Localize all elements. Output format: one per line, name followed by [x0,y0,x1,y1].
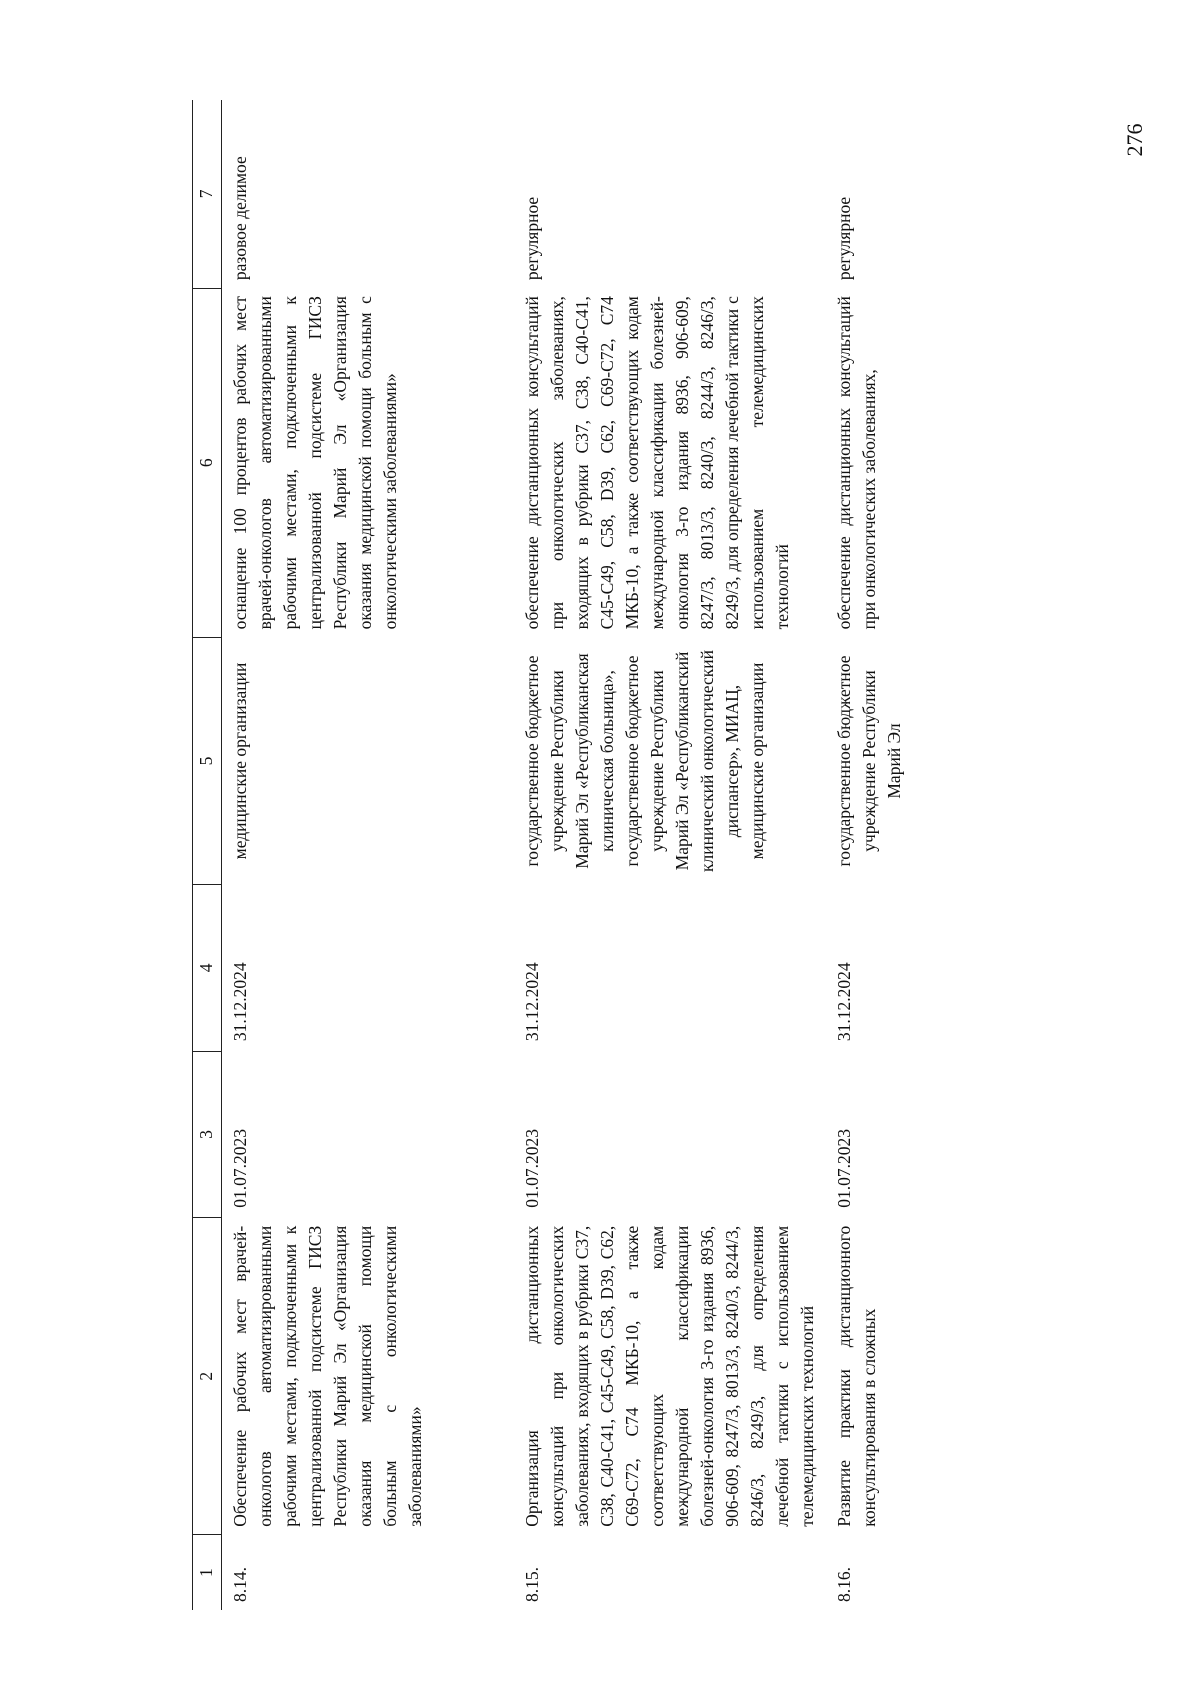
plan-table [192,100,988,1610]
responsible-org: медицинские организации [230,662,250,860]
measure-name: Организация дистанционных консультаций при онкологических заболеваниях, входящих в рубрики С37, С38, С40-С41, С45-С49, С58, D39, С62, С69-С72, С74 МКБ-10, а также соответствующих кодам международной классификации болезней-онкология 3-го издания 8936, 906-609, 8247/3, 8013/3, 8240/3, 8244/3, 8246/3, 8249/3, для определения лечебной тактики с использованием телемедицинских технологий [522,1225,817,1527]
row-number: 8.14. [230,1567,250,1602]
end-date: 31.12.2024 [522,962,542,1042]
expected-result: оснащение 100 процентов рабочих мест врачей-онкологов автоматизированными рабочими местами, подключенными к централизованной подсистеме ГИСЗ Республики Марий Эл «Организация оказания медицинской помощи больным с онкологическими заболеваниями» [230,296,400,630]
table-row [222,100,515,1610]
measure-name: Развитие практики дистанционного консультирования в сложных [834,1225,879,1527]
end-date: 31.12.2024 [834,962,854,1042]
header-cell-2: 2 [193,1218,222,1535]
row-number: 8.16. [834,1567,854,1602]
table-header-row [193,100,222,1610]
start-date: 01.07.2023 [834,1129,854,1208]
rotated-table-frame [192,100,1200,1610]
start-date: 01.07.2023 [230,1129,250,1208]
header-cell-4: 4 [193,885,222,1052]
result-type: регулярное [522,196,542,281]
page-number: 276 [1122,123,1147,157]
end-date: 31.12.2024 [230,962,250,1042]
start-date: 01.07.2023 [522,1129,542,1208]
result-type: разовое делимое [230,156,250,281]
table-row [826,100,988,1610]
expected-result: обеспечение дистанционных консультаций при онкологических заболеваниях, [834,296,879,630]
responsible-org: государственное бюджетное учреждение Республики Марий Эл [834,655,904,867]
table-row [514,100,826,1610]
header-cell-1: 1 [193,1535,222,1610]
row-number: 8.15. [522,1567,542,1602]
responsible-org: государственное бюджетное учреждение Республики Марий Эл «Республиканская клиническая больница», государственное бюджетное учреждение Республики Марий Эл «Республиканский клинический онкологический диспансер», МИАЦ, медицинские организации [522,650,767,872]
measure-name: Обеспечение рабочих мест врачей-онкологов автоматизированными рабочими местами, подключенными к централизованной подсистеме ГИСЗ Республики Марий Эл «Организация оказания медицинской помощи больным с онкологическими заболеваниями» [230,1225,425,1527]
header-cell-6: 6 [193,288,222,637]
header-cell-5: 5 [193,637,222,884]
expected-result: обеспечение дистанционных консультаций при онкологических заболеваниях, входящих в рубрики С37, С38, С40-С41, С45-С49, С58, D39, С62, С69-С72, С74 МКБ-10, а также соответствующих кодам международной классификации болезней-онкология 3-го издания 8936, 906-609, 8247/3, 8013/3, 8240/3, 8244/3, 8246/3, 8249/3, для определения лечебной тактики с использованием телемедицинских технологий [522,296,792,630]
header-cell-3: 3 [193,1051,222,1218]
header-cell-7: 7 [193,100,222,288]
result-type: регулярное [834,196,854,281]
